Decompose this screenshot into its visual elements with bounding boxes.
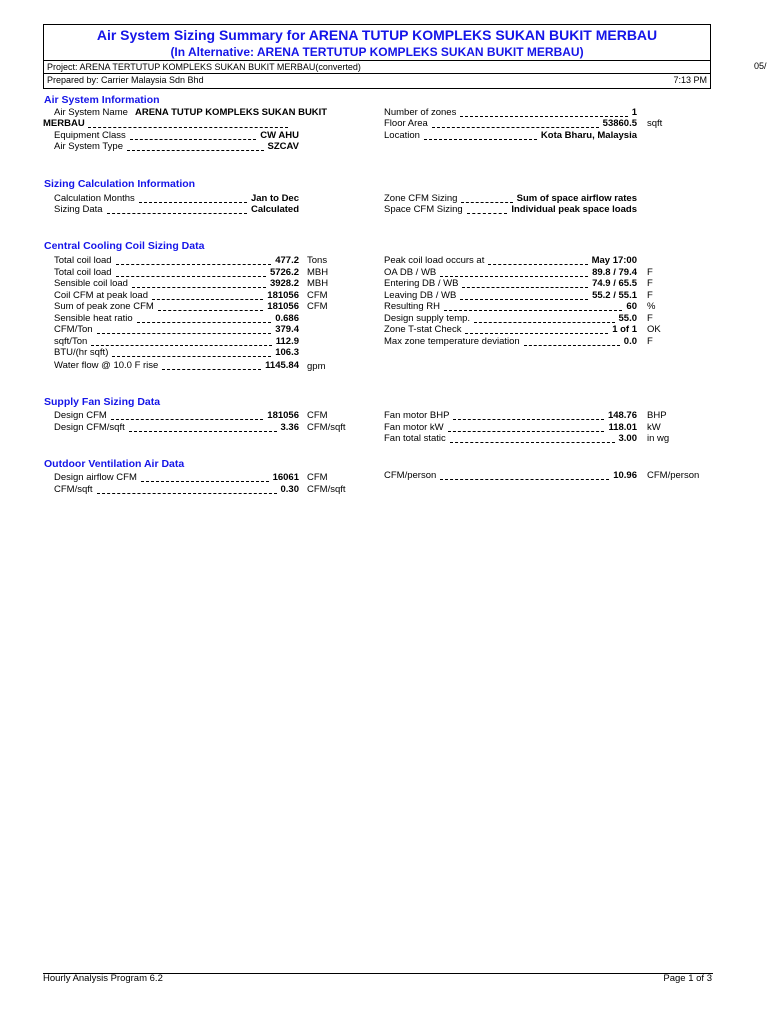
row-label: Max zone temperature deviation bbox=[384, 335, 520, 347]
row-unit: CFM/sqft bbox=[307, 483, 346, 495]
row-label: CFM/Ton bbox=[54, 324, 93, 335]
location-label: Location bbox=[384, 130, 420, 141]
value-row bbox=[54, 255, 299, 266]
section-heading-cooling-coil: Central Cooling Coil Sizing Data bbox=[44, 240, 205, 252]
calculation-months-value: Jan to Dec bbox=[250, 193, 299, 204]
air-system-name-value-cont: MERBAU bbox=[43, 118, 85, 129]
report-date-fragment: 05/ bbox=[754, 61, 767, 71]
equipment-class-value: CW AHU bbox=[260, 130, 299, 141]
value-row bbox=[54, 472, 299, 483]
section-heading-supply-fan: Supply Fan Sizing Data bbox=[44, 396, 161, 408]
value-row bbox=[384, 301, 637, 312]
row-value: 477.2 bbox=[275, 255, 299, 266]
row-value: 181056 bbox=[267, 410, 299, 421]
value-row bbox=[384, 336, 637, 347]
row-unit: F bbox=[647, 312, 653, 324]
row-label: Total coil load bbox=[54, 255, 112, 266]
row-location bbox=[384, 130, 637, 141]
leader-line bbox=[107, 205, 247, 214]
row-label: Entering DB / WB bbox=[384, 278, 459, 289]
leader-line bbox=[152, 291, 263, 300]
calculation-months-label: Calculation Months bbox=[54, 193, 135, 204]
leader-line bbox=[424, 131, 537, 140]
leader-line bbox=[162, 361, 261, 370]
floor-area-label: Floor Area bbox=[384, 118, 428, 129]
air-system-name-label: Air System Name bbox=[54, 107, 128, 118]
leader-line bbox=[524, 337, 620, 346]
number-of-zones-value: 1 bbox=[631, 107, 637, 118]
leader-line bbox=[130, 131, 256, 140]
row-sizing-data bbox=[54, 204, 299, 215]
leader-line bbox=[158, 302, 264, 311]
water-flow-unit: gpm bbox=[307, 361, 326, 372]
row-number-of-zones bbox=[384, 107, 637, 118]
leader-line bbox=[460, 291, 588, 300]
value-row bbox=[384, 255, 637, 266]
project-row bbox=[44, 60, 710, 74]
row-value: 148.76 bbox=[607, 410, 637, 421]
prepared-by-text: Prepared by: Carrier Malaysia Sdn Bhd bbox=[47, 75, 204, 85]
value-row bbox=[384, 290, 637, 301]
row-unit: OK bbox=[647, 324, 661, 335]
prepared-row bbox=[44, 73, 710, 87]
value-row bbox=[54, 410, 299, 421]
leader-line bbox=[461, 194, 512, 203]
value-row bbox=[54, 313, 299, 324]
space-cfm-sizing-value: Individual peak space loads bbox=[511, 204, 637, 215]
footer-program: Hourly Analysis Program 6.2 bbox=[43, 973, 163, 984]
row-label: Fan motor BHP bbox=[384, 410, 450, 421]
leader-line bbox=[460, 108, 627, 117]
equipment-class-label: Equipment Class bbox=[54, 130, 126, 141]
air-system-type-value: SZCAV bbox=[267, 141, 299, 152]
row-label: OA DB / WB bbox=[384, 266, 437, 278]
row-value: 55.2 / 55.1 bbox=[592, 289, 637, 301]
leader-line bbox=[440, 471, 609, 480]
leader-line bbox=[448, 423, 605, 432]
leader-line bbox=[462, 279, 588, 288]
report-time: 7:13 PM bbox=[673, 75, 707, 85]
row-unit: F bbox=[647, 278, 653, 289]
row-calculation-months bbox=[54, 193, 299, 204]
value-row bbox=[384, 278, 637, 289]
row-unit: CFM bbox=[307, 301, 328, 312]
water-flow-value: 1145.84 bbox=[265, 360, 299, 371]
value-row bbox=[54, 422, 299, 433]
row-label: Design airflow CFM bbox=[54, 472, 137, 483]
row-label: Resulting RH bbox=[384, 301, 440, 312]
row-unit: CFM bbox=[307, 289, 328, 301]
leader-line bbox=[139, 194, 247, 203]
leader-line bbox=[112, 348, 271, 357]
row-air-system-type bbox=[54, 141, 299, 152]
row-label: Sum of peak zone CFM bbox=[54, 301, 154, 312]
row-value: 89.8 / 79.4 bbox=[592, 266, 637, 278]
value-row bbox=[384, 267, 637, 278]
leader-line bbox=[111, 411, 264, 420]
leader-line bbox=[440, 268, 588, 277]
row-unit: CFM bbox=[307, 410, 328, 421]
leader-line bbox=[488, 256, 587, 265]
row-unit: F bbox=[647, 266, 653, 278]
value-row bbox=[54, 347, 299, 358]
floor-area-unit: sqft bbox=[647, 118, 663, 129]
row-value: May 17:00 bbox=[591, 255, 637, 266]
row-label: Zone T-stat Check bbox=[384, 324, 462, 335]
zone-cfm-sizing-value: Sum of space airflow rates bbox=[516, 193, 637, 204]
row-value: 181056 bbox=[267, 289, 299, 301]
row-label: Peak coil load occurs at bbox=[384, 255, 485, 266]
row-value: 3.00 bbox=[618, 433, 637, 444]
section-heading-air-system: Air System Information bbox=[44, 94, 160, 106]
zone-cfm-sizing-label: Zone CFM Sizing bbox=[384, 193, 458, 204]
row-unit: % bbox=[647, 301, 656, 312]
value-row bbox=[54, 324, 299, 335]
row-label: Coil CFM at peak load bbox=[54, 289, 148, 301]
leader-line bbox=[132, 279, 266, 288]
report-subtitle: (In Alternative: ARENA TERTUTUP KOMPLEKS SUKAN BUKIT MERBAU) bbox=[170, 45, 584, 59]
value-row bbox=[384, 313, 637, 324]
row-space-cfm-sizing bbox=[384, 204, 637, 215]
number-of-zones-label: Number of zones bbox=[384, 107, 457, 118]
leader-line bbox=[116, 268, 266, 277]
leader-line bbox=[97, 485, 277, 494]
location-value: Kota Bharu, Malaysia bbox=[540, 130, 637, 141]
row-value: 379.4 bbox=[275, 324, 299, 335]
row-value: 181056 bbox=[267, 301, 299, 312]
leader-line bbox=[137, 314, 272, 323]
row-unit: CFM/sqft bbox=[307, 421, 346, 433]
row-value: 106.3 bbox=[275, 347, 299, 358]
name-underline bbox=[88, 118, 298, 129]
sizing-data-value: Calculated bbox=[250, 204, 299, 215]
sizing-data-label: Sizing Data bbox=[54, 204, 103, 215]
space-cfm-sizing-label: Space CFM Sizing bbox=[384, 204, 463, 215]
leader-line bbox=[129, 423, 277, 432]
leader-line bbox=[116, 256, 272, 265]
row-equipment-class bbox=[54, 130, 299, 141]
report-header bbox=[43, 24, 711, 89]
row-unit: F bbox=[647, 289, 653, 301]
footer-page-number: Page 1 of 3 bbox=[663, 973, 712, 984]
row-value: 0.0 bbox=[623, 335, 637, 347]
leader-line bbox=[432, 119, 599, 128]
leader-line bbox=[97, 325, 272, 334]
leader-line bbox=[91, 337, 271, 346]
row-unit: in wg bbox=[647, 433, 670, 444]
row-label: BTU/(hr sqft) bbox=[54, 347, 109, 358]
row-label: Design CFM bbox=[54, 410, 107, 421]
leader-line bbox=[453, 411, 603, 420]
value-row bbox=[384, 422, 637, 433]
value-row bbox=[54, 301, 299, 312]
row-value: 16061 bbox=[272, 472, 299, 483]
row-unit: CFM/person bbox=[647, 470, 700, 481]
row-unit: F bbox=[647, 335, 653, 347]
row-label: CFM/person bbox=[384, 470, 437, 481]
row-unit: BHP bbox=[647, 410, 667, 421]
value-row bbox=[54, 278, 299, 289]
leader-line bbox=[467, 205, 508, 214]
water-flow-label: Water flow @ 10.0 F rise bbox=[54, 360, 159, 371]
row-unit: kW bbox=[647, 421, 661, 433]
row-value: 112.9 bbox=[275, 335, 299, 347]
row-value: 3928.2 bbox=[269, 278, 299, 289]
row-unit: MBH bbox=[307, 266, 329, 278]
leader-line bbox=[465, 325, 608, 334]
row-floor-area bbox=[384, 118, 637, 129]
row-value: 3.36 bbox=[280, 421, 299, 433]
row-label: Fan motor kW bbox=[384, 421, 444, 433]
leader-line bbox=[127, 142, 264, 151]
row-label: Total coil load bbox=[54, 266, 112, 278]
row-value: 0.686 bbox=[275, 312, 299, 324]
value-row bbox=[54, 484, 299, 495]
value-row bbox=[384, 410, 637, 421]
value-row bbox=[384, 324, 637, 335]
floor-area-value: 53860.5 bbox=[602, 118, 637, 129]
leader-line bbox=[141, 473, 269, 482]
row-value: 1 of 1 bbox=[612, 324, 637, 335]
section-heading-sizing-calc: Sizing Calculation Information bbox=[44, 178, 196, 190]
row-label: sqft/Ton bbox=[54, 335, 88, 347]
row-value: 118.01 bbox=[608, 421, 637, 433]
value-row bbox=[54, 336, 299, 347]
air-system-type-label: Air System Type bbox=[54, 141, 123, 152]
row-unit: CFM bbox=[307, 472, 328, 483]
row-label: CFM/sqft bbox=[54, 483, 93, 495]
row-value: 55.0 bbox=[618, 312, 637, 324]
row-value: 60 bbox=[626, 301, 637, 312]
row-unit: Tons bbox=[307, 255, 328, 266]
leader-line bbox=[474, 314, 614, 323]
leader-line bbox=[450, 434, 615, 443]
air-system-name-value: ARENA TUTUP KOMPLEKS SUKAN BUKIT bbox=[135, 107, 328, 118]
row-label: Design supply temp. bbox=[384, 312, 471, 324]
leader-line bbox=[444, 302, 622, 311]
row-value: 0.30 bbox=[280, 483, 299, 495]
row-zone-cfm-sizing bbox=[384, 193, 637, 204]
row-value: 10.96 bbox=[613, 470, 637, 481]
row-water-flow bbox=[54, 360, 299, 371]
row-label: Sensible heat ratio bbox=[54, 312, 133, 324]
value-row bbox=[384, 470, 637, 481]
project-text: Project: ARENA TERTUTUP KOMPLEKS SUKAN BUKIT MERBAU(converted) bbox=[47, 62, 361, 72]
value-row bbox=[54, 290, 299, 301]
section-heading-outdoor-vent: Outdoor Ventilation Air Data bbox=[44, 458, 185, 470]
row-label: Fan total static bbox=[384, 433, 446, 444]
row-label: Sensible coil load bbox=[54, 278, 128, 289]
row-label: Leaving DB / WB bbox=[384, 289, 457, 301]
row-value: 74.9 / 65.5 bbox=[592, 278, 637, 289]
report-title: Air System Sizing Summary for ARENA TUTUP KOMPLEKS SUKAN BUKIT MERBAU bbox=[96, 27, 658, 43]
row-value: 5726.2 bbox=[269, 266, 299, 278]
value-row bbox=[384, 433, 637, 444]
row-label: Design CFM/sqft bbox=[54, 421, 125, 433]
row-unit: MBH bbox=[307, 278, 329, 289]
value-row bbox=[54, 267, 299, 278]
